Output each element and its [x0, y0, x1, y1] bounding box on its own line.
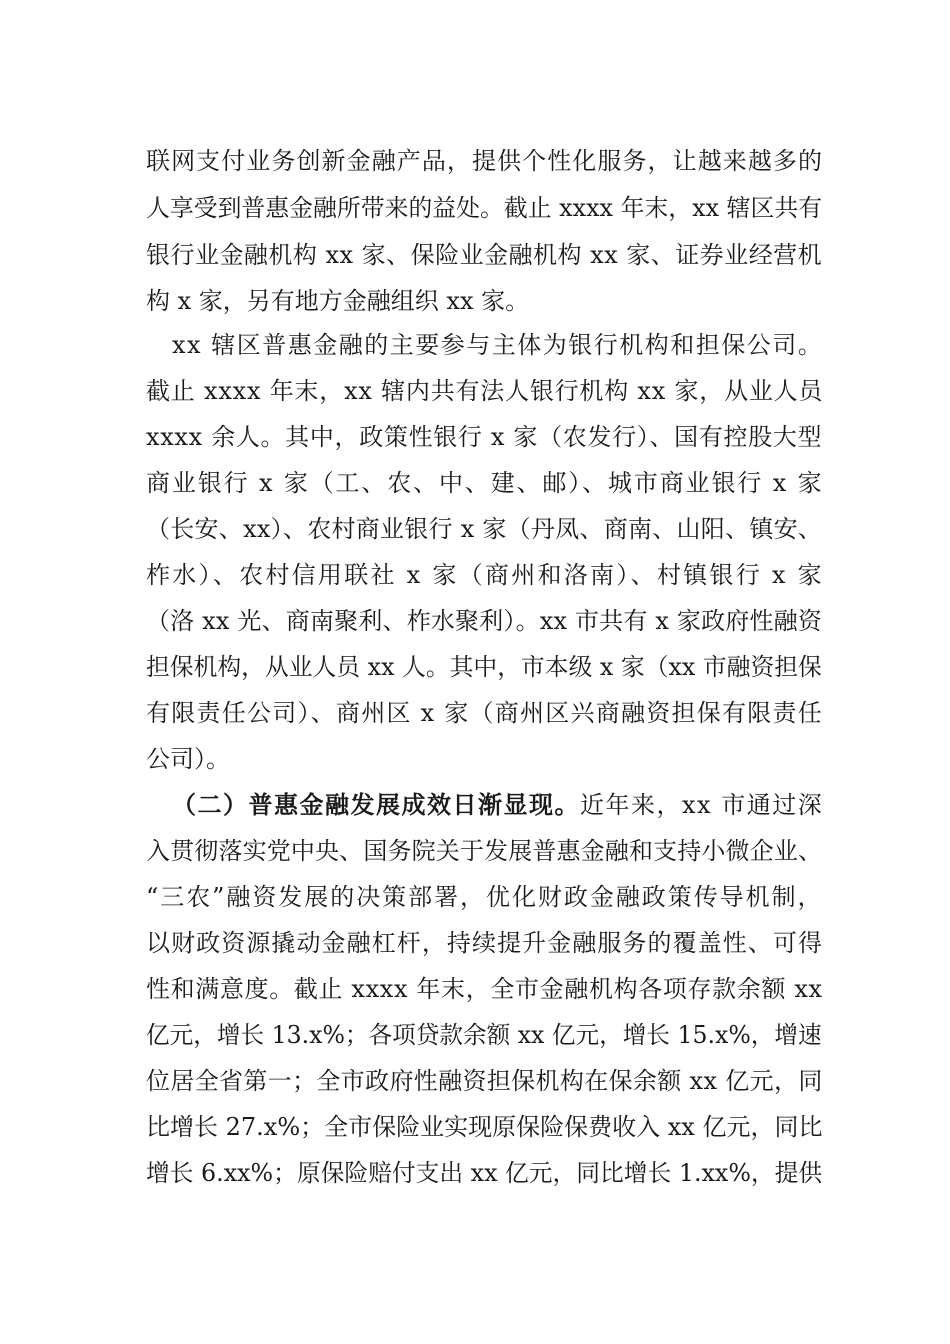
- body-line: 增长 6.xx%；原保险赔付支出 xx 亿元，同比增长 1.xx%，提供: [146, 1159, 823, 1187]
- body-line: 入贯彻落实党中央、国务院关于发展普惠金融和支持小微企业、: [146, 837, 823, 865]
- body-line: 柞水）、农村信用联社 x 家（商州和洛南）、村镇银行 x 家: [146, 561, 824, 589]
- body-line: 银行业金融机构 xx 家、保险业金融机构 xx 家、证券业经营机: [146, 241, 823, 269]
- section-heading-line: [172, 790, 823, 820]
- body-line: 构 x 家，另有地方金融组织 xx 家。: [146, 287, 530, 315]
- body-line: 比增长 27.x%；全市保险业实现原保险保费收入 xx 亿元，同比: [146, 1113, 823, 1141]
- body-line: （长安、xx）、农村商业银行 x 家（丹凤、商南、山阳、镇安、: [146, 515, 823, 543]
- section-heading-continuation: 近年来，xx 市通过深: [580, 791, 824, 819]
- body-line: xxxx 余人。其中，政策性银行 x 家（农发行）、国有控股大型: [146, 423, 823, 451]
- body-line: 联网支付业务创新金融产品，提供个性化服务，让越来越多的: [146, 147, 824, 175]
- body-line: 人享受到普惠金融所带来的益处。截止 xxxx 年末，xx 辖区共有: [146, 194, 823, 222]
- body-line: 以财政资源撬动金融杠杆，持续提升金融服务的覆盖性、可得: [146, 929, 824, 957]
- body-line: 性和满意度。截止 xxxx 年末，全市金融机构各项存款余额 xx: [146, 975, 823, 1003]
- body-line: “三农”融资发展的决策部署，优化财政金融政策传导机制，: [146, 883, 824, 911]
- body-line: 公司）。: [146, 745, 230, 773]
- body-line: 位居全省第一；全市政府性融资担保机构在保余额 xx 亿元，同: [146, 1067, 823, 1095]
- body-line: 商业银行 x 家（工、农、中、建、邮）、城市商业银行 x 家: [146, 469, 824, 497]
- body-line: xx 辖区普惠金融的主要参与主体为银行机构和担保公司。: [172, 331, 824, 359]
- section-heading: （二）普惠金融发展成效日渐显现。: [172, 790, 580, 819]
- body-line: （洛 xx 光、商南聚利、柞水聚利）。xx 市共有 x 家政府性融资: [146, 607, 823, 635]
- body-line: 有限责任公司）、商州区 x 家（商州区兴商融资担保有限责任: [146, 699, 824, 727]
- body-line: 截止 xxxx 年末，xx 辖内共有法人银行机构 xx 家，从业人员: [146, 377, 824, 405]
- body-line: 亿元，增长 13.x%；各项贷款余额 xx 亿元，增长 15.x%，增速: [146, 1021, 822, 1049]
- body-line: 担保机构，从业人员 xx 人。其中，市本级 x 家（xx 市融资担保: [146, 653, 822, 681]
